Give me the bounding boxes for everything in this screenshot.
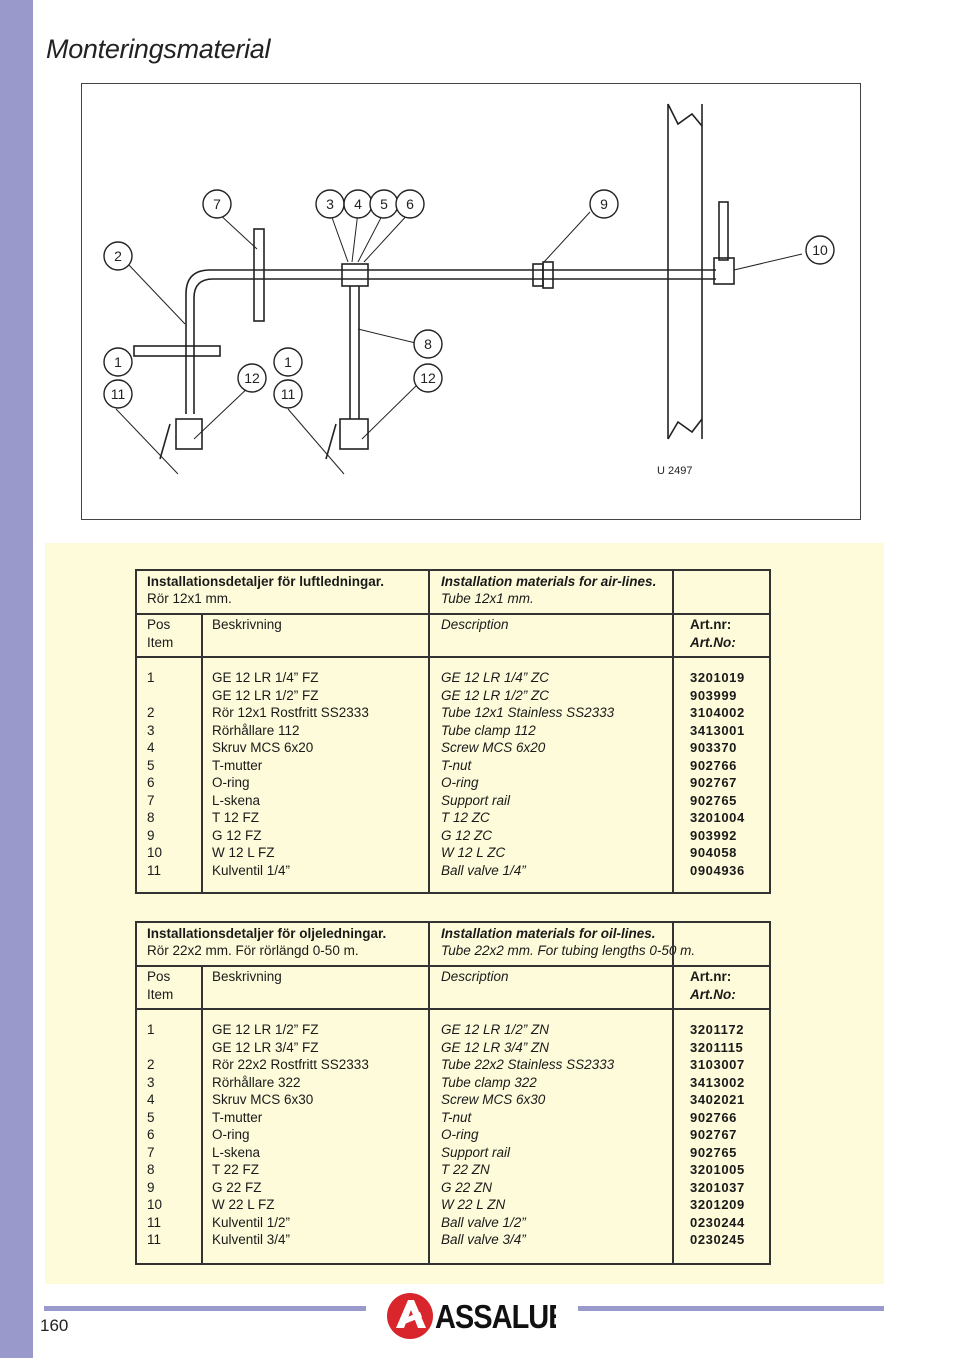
- row-art-number: 3201019: [690, 670, 745, 685]
- callout-label: 11: [110, 386, 126, 402]
- row-beskrivning: T 12 FZ: [212, 810, 260, 825]
- row-beskrivning: Skruv MCS 6x30: [212, 1092, 314, 1107]
- row-beskrivning: Rörhållare 322: [212, 1074, 301, 1090]
- pipe-outer: [186, 270, 716, 414]
- row-beskrivning: T 22 FZ: [212, 1162, 260, 1177]
- row-pos: 4: [147, 740, 155, 755]
- air-table-heading: [137, 571, 769, 615]
- oil-heading-en-1: Installation materials for oil-lines.: [441, 926, 656, 941]
- row-art-number: 902765: [690, 1144, 737, 1160]
- row-description: W 12 L ZC: [441, 845, 506, 860]
- row-pos: 5: [147, 1109, 155, 1125]
- assalub-logo: [386, 1290, 556, 1347]
- row-description: Tube 22x2 Stainless SS2333: [441, 1057, 615, 1072]
- row-beskrivning: Kulventil 1/4”: [212, 862, 291, 878]
- row-description: Ball valve 1/2”: [441, 1214, 526, 1230]
- air-line-table: [135, 569, 771, 894]
- row-description: O-ring: [441, 1127, 479, 1142]
- row-art-number: 0230245: [690, 1232, 745, 1247]
- row-description: T 12 ZC: [441, 810, 490, 825]
- air-heading-en-1: Installation materials for air-lines.: [441, 574, 657, 589]
- ball-valve-left: [176, 419, 202, 449]
- col-description: Description: [441, 969, 509, 984]
- row-art-number: 904058: [690, 845, 737, 860]
- row-art-number: 3201005: [690, 1162, 745, 1177]
- row-description: GE 12 LR 1/2” ZN: [441, 1022, 550, 1037]
- materials-panel: [45, 543, 884, 1284]
- row-art-number: 903999: [690, 687, 737, 703]
- row-pos: 9: [147, 827, 155, 843]
- row-beskrivning: GE 12 LR 1/2” FZ: [212, 1022, 319, 1037]
- row-art-number: 903992: [690, 827, 737, 843]
- callout-label: 12: [244, 370, 260, 386]
- side-accent-bar: [0, 0, 33, 1358]
- row-pos: 6: [147, 775, 155, 790]
- row-pos: 9: [147, 1179, 155, 1195]
- air-heading-sv-2: Rör 12x1 mm.: [147, 591, 232, 606]
- pipe-inner: [194, 279, 716, 414]
- row-pos: 8: [147, 1162, 155, 1177]
- row-description: T 22 ZN: [441, 1162, 490, 1177]
- valve-handle-right: [326, 424, 336, 459]
- row-beskrivning: L-skena: [212, 1144, 261, 1160]
- callout-label: 6: [406, 196, 414, 212]
- row-description: Screw MCS 6x20: [441, 740, 546, 755]
- col-artnr: Art.nr:: [690, 969, 732, 984]
- row-pos: 3: [147, 722, 155, 738]
- row-pos: 1: [147, 1022, 155, 1037]
- callout-label: 3: [326, 196, 334, 212]
- callout-label: 11: [280, 386, 296, 402]
- row-pos: 10: [147, 1197, 163, 1212]
- row-pos: 6: [147, 1127, 155, 1142]
- oil-line-table: [135, 921, 771, 1265]
- row-description: Support rail: [441, 792, 511, 808]
- callout-label: 1: [114, 354, 122, 370]
- row-beskrivning: L-skena: [212, 792, 261, 808]
- callout-label: 4: [354, 196, 362, 212]
- row-art-number: 903370: [690, 740, 737, 755]
- row-pos: 8: [147, 810, 155, 825]
- row-art-number: 3201209: [690, 1197, 745, 1212]
- row-beskrivning: W 22 L FZ: [212, 1197, 275, 1212]
- row-beskrivning: GE 12 LR 3/4” FZ: [212, 1039, 319, 1055]
- row-description: G 12 ZC: [441, 827, 493, 843]
- row-beskrivning: Rör 12x1 Rostfritt SS2333: [212, 705, 369, 720]
- col-beskrivning: Beskrivning: [212, 969, 282, 984]
- row-beskrivning: T-mutter: [212, 757, 263, 773]
- row-pos: 2: [147, 1057, 155, 1072]
- row-description: Tube 12x1 Stainless SS2333: [441, 705, 615, 720]
- row-beskrivning: Kulventil 1/2”: [212, 1214, 291, 1230]
- oil-heading-sv-1: Installationsdetaljer för oljeledningar.: [147, 926, 387, 941]
- row-description: O-ring: [441, 775, 479, 790]
- row-pos: 4: [147, 1092, 155, 1107]
- col-item: Item: [147, 987, 174, 1002]
- col-item: Item: [147, 635, 174, 650]
- row-art-number: 0904936: [690, 862, 745, 878]
- row-art-number: 3402021: [690, 1092, 745, 1107]
- footer-rule-left: [44, 1306, 366, 1311]
- row-art-number: 3413002: [690, 1074, 745, 1090]
- support-rail-vertical: [254, 229, 264, 321]
- tee-fitting: [342, 264, 368, 286]
- col-beskrivning: Beskrivning: [212, 617, 282, 632]
- oil-column-headers: [137, 965, 769, 1010]
- row-pos: 1: [147, 670, 155, 685]
- row-description: GE 12 LR 1/2” ZC: [441, 687, 550, 703]
- wall-break-top: [668, 104, 702, 126]
- row-pos: 10: [147, 845, 163, 860]
- row-art-number: 3201037: [690, 1179, 745, 1195]
- callout-label: 8: [424, 336, 432, 352]
- air-column-headers: [137, 613, 769, 658]
- row-beskrivning: G 22 FZ: [212, 1179, 262, 1195]
- col-artno: Art.No:: [690, 635, 736, 650]
- oil-heading-sv-2: Rör 22x2 mm. För rörlängd 0-50 m.: [147, 943, 359, 958]
- air-heading-sv-1: Installationsdetaljer för luftledningar.: [147, 574, 385, 589]
- row-beskrivning: O-ring: [212, 1127, 250, 1142]
- wall-break-bottom: [668, 419, 702, 439]
- installation-drawing-svg: [82, 84, 860, 519]
- col-artno: Art.No:: [690, 987, 736, 1002]
- row-beskrivning: GE 12 LR 1/4” FZ: [212, 670, 319, 685]
- installation-drawing: [81, 83, 861, 520]
- row-pos: 7: [147, 1144, 155, 1160]
- row-description: GE 12 LR 3/4” ZN: [441, 1039, 550, 1055]
- row-beskrivning: O-ring: [212, 775, 250, 790]
- row-beskrivning: Skruv MCS 6x20: [212, 740, 314, 755]
- callout-label: 5: [380, 196, 388, 212]
- callout-label: 12: [420, 370, 436, 386]
- row-art-number: 3201172: [690, 1022, 745, 1037]
- row-pos: 11: [147, 1214, 162, 1230]
- row-description: Tube clamp 112: [441, 722, 536, 738]
- row-pos: 2: [147, 705, 155, 720]
- row-pos: 7: [147, 792, 155, 808]
- air-heading-en-2: Tube 12x1 mm.: [441, 591, 534, 606]
- callout-label: 9: [600, 196, 608, 212]
- row-beskrivning: G 12 FZ: [212, 827, 262, 843]
- row-pos: 3: [147, 1074, 155, 1090]
- row-description: Tube clamp 322: [441, 1074, 537, 1090]
- row-description: G 22 ZN: [441, 1179, 493, 1195]
- row-pos: 11: [147, 1232, 162, 1247]
- row-beskrivning: Kulventil 3/4”: [212, 1232, 291, 1247]
- row-description: GE 12 LR 1/4” ZC: [441, 670, 550, 685]
- row-art-number: 3104002: [690, 705, 745, 720]
- row-art-number: 902767: [690, 1127, 737, 1142]
- row-description: Ball valve 3/4”: [441, 1232, 526, 1247]
- row-art-number: 902766: [690, 757, 737, 773]
- row-beskrivning: Rör 22x2 Rostfritt SS2333: [212, 1057, 369, 1072]
- row-pos: 5: [147, 757, 155, 773]
- row-art-number: 3201004: [690, 810, 745, 825]
- row-beskrivning: GE 12 LR 1/2” FZ: [212, 687, 319, 703]
- footer-rule-right: [578, 1306, 884, 1311]
- col-pos: Pos: [147, 969, 171, 984]
- callout-label: 7: [213, 196, 221, 212]
- row-art-number: 3103007: [690, 1057, 745, 1072]
- union-left: [533, 264, 543, 286]
- row-beskrivning: T-mutter: [212, 1109, 263, 1125]
- col-description: Description: [441, 617, 509, 632]
- row-description: Screw MCS 6x30: [441, 1092, 546, 1107]
- row-art-number: 902765: [690, 792, 737, 808]
- callout-label: 2: [114, 248, 122, 264]
- page-title: Monteringsmaterial: [46, 34, 271, 64]
- drawing-code: U 2497: [657, 465, 693, 477]
- callout-label: 10: [812, 242, 828, 258]
- row-description: T-nut: [441, 1109, 472, 1125]
- ball-valve-right: [340, 419, 368, 449]
- oil-heading-en-2: Tube 22x2 mm. For tubing lengths 0-50 m.: [441, 943, 696, 958]
- row-description: Ball valve 1/4”: [441, 862, 526, 878]
- row-beskrivning: W 12 L FZ: [212, 845, 275, 860]
- support-rail-horizontal: [134, 346, 220, 356]
- row-art-number: 902767: [690, 775, 737, 790]
- row-art-number: 0230244: [690, 1214, 745, 1230]
- col-pos: Pos: [147, 617, 171, 632]
- elbow-fitting: [714, 258, 734, 284]
- union-right: [543, 262, 553, 288]
- row-art-number: 3413001: [690, 722, 745, 738]
- row-description: Support rail: [441, 1144, 511, 1160]
- oil-table-heading: [137, 923, 769, 967]
- vertical-stub: [719, 202, 728, 260]
- row-description: T-nut: [441, 757, 472, 773]
- page-number: 160: [40, 1316, 69, 1335]
- row-pos: 11: [147, 862, 162, 878]
- row-art-number: 3201115: [690, 1039, 744, 1055]
- valve-handle-left: [160, 424, 170, 459]
- logo-wordmark: ASSALUB: [435, 1298, 556, 1336]
- row-description: W 22 L ZN: [441, 1197, 506, 1212]
- row-beskrivning: Rörhållare 112: [212, 722, 300, 738]
- row-art-number: 902766: [690, 1109, 737, 1125]
- callout-label: 1: [284, 354, 292, 370]
- col-artnr: Art.nr:: [690, 617, 732, 632]
